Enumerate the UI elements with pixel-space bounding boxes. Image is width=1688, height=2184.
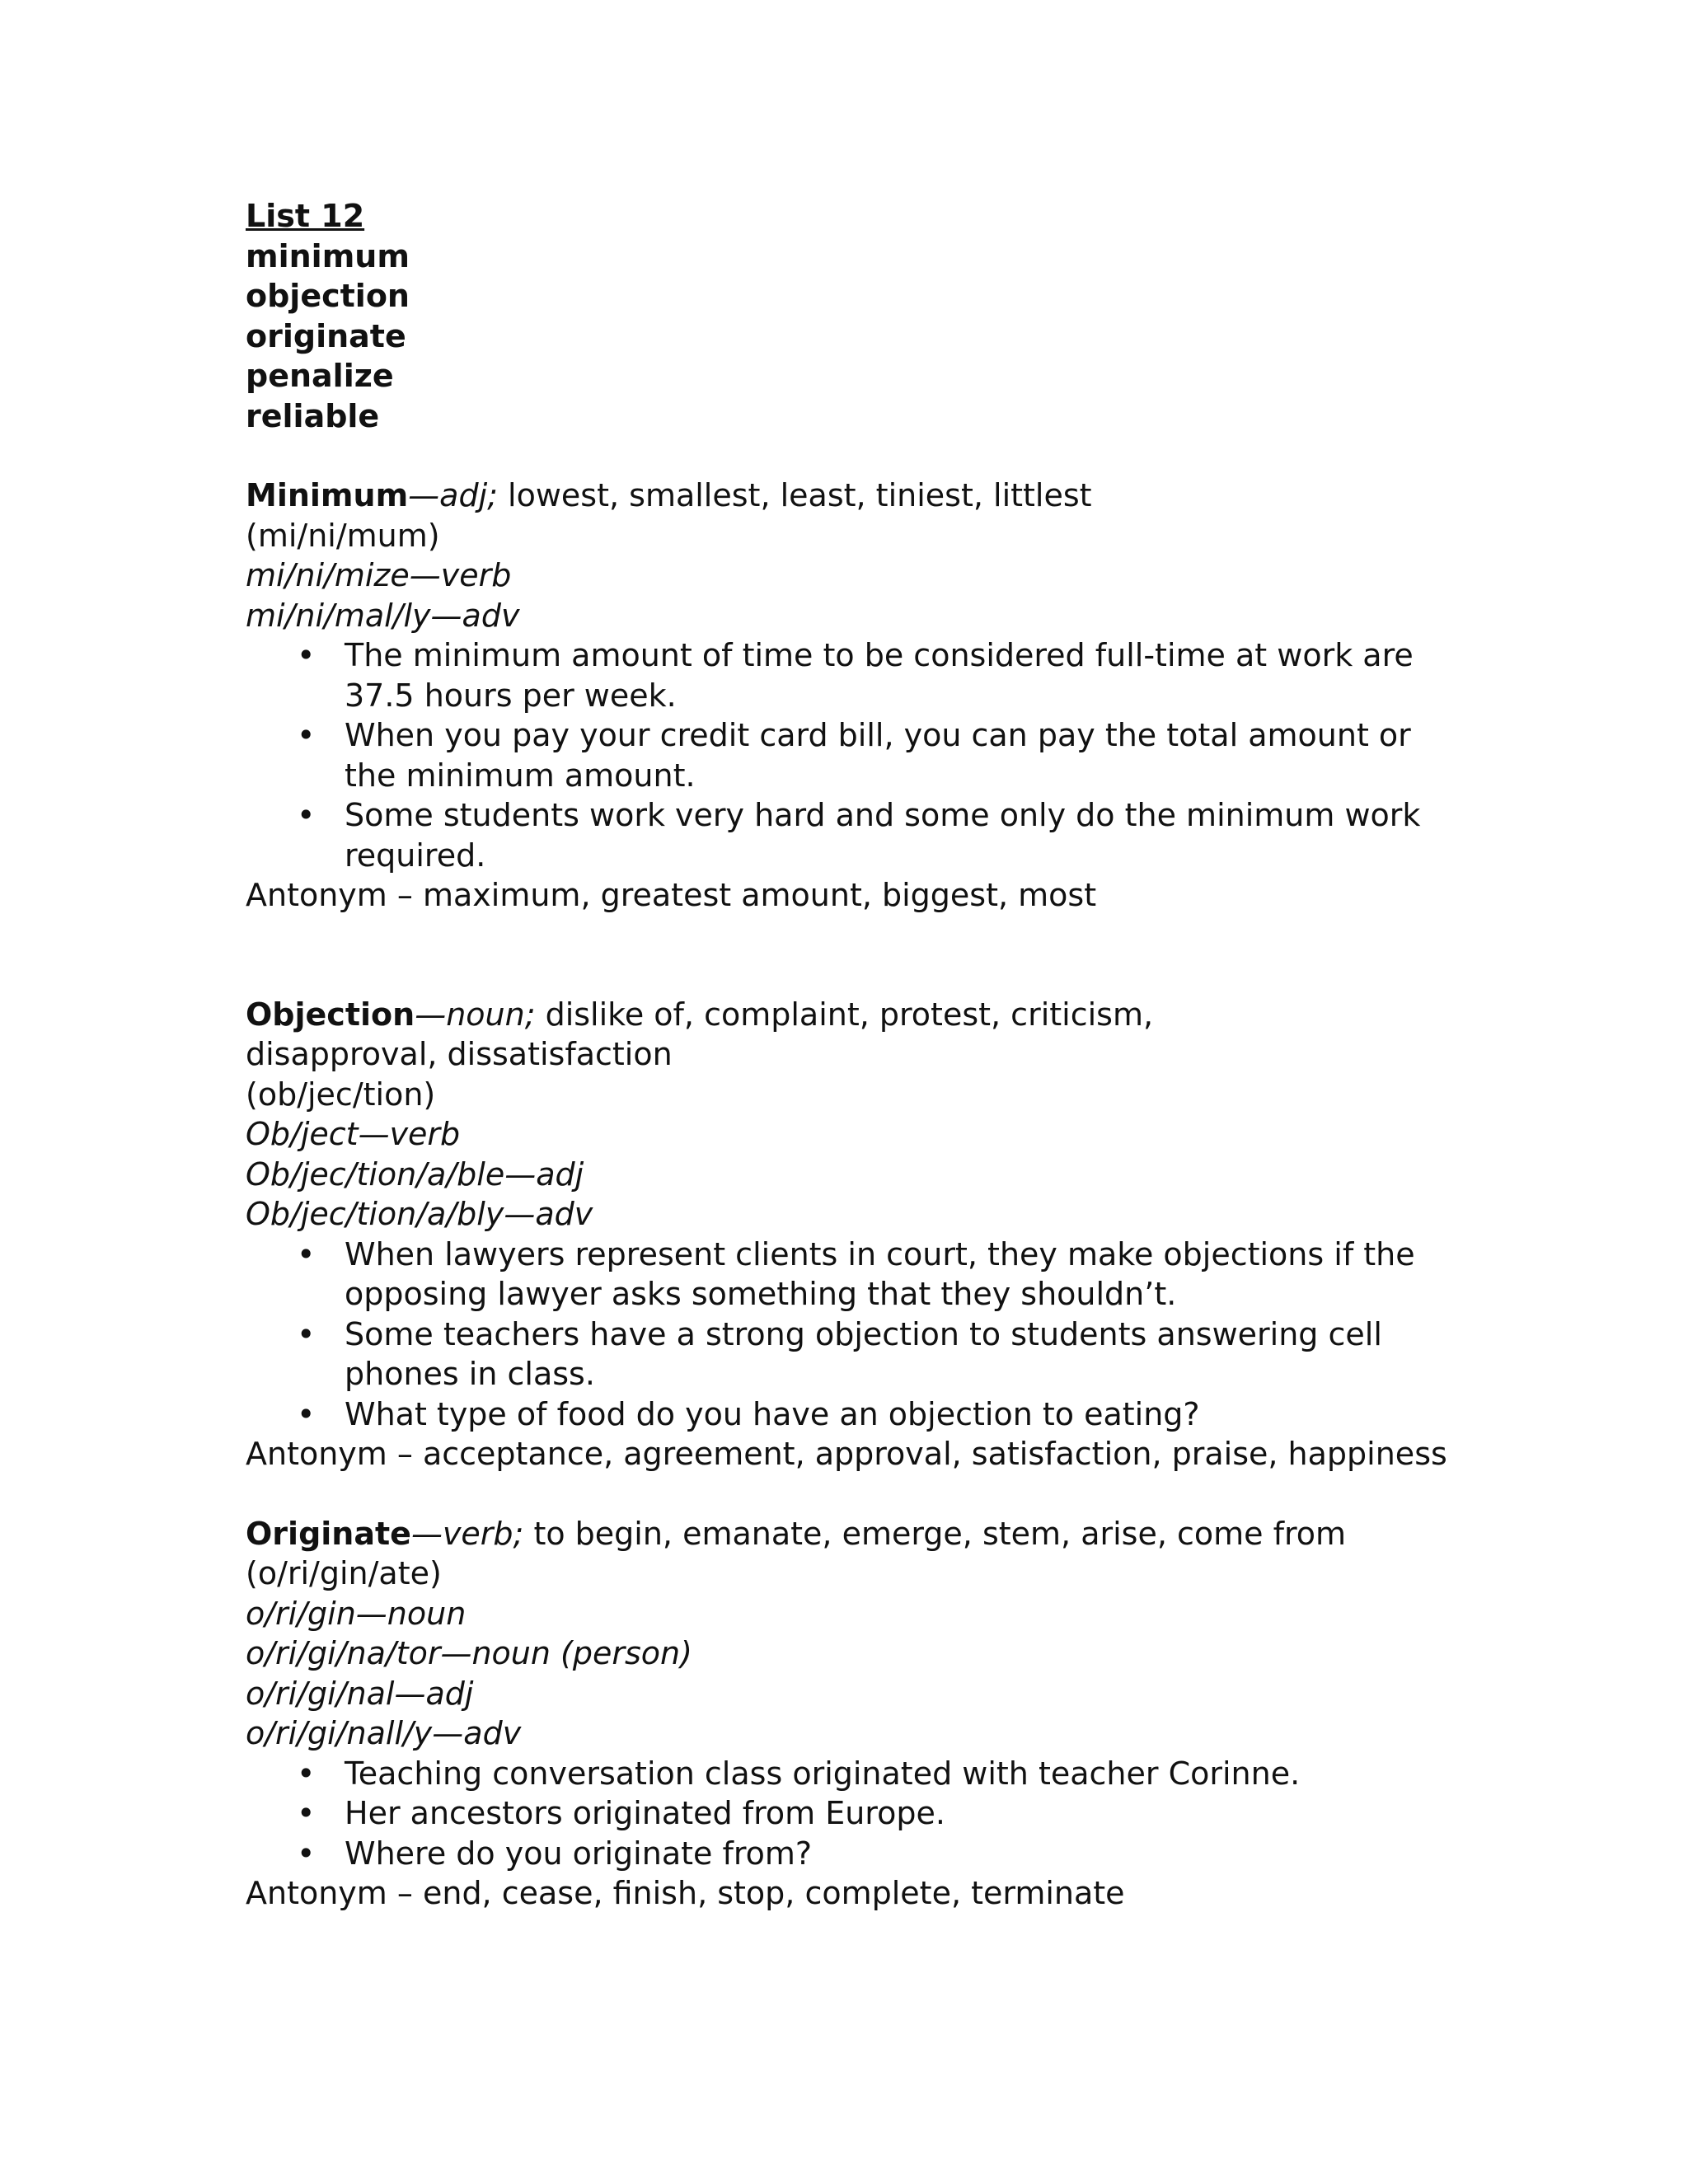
entry-originate [246, 1514, 1449, 1914]
example-text: When you pay your credit card bill, you can pay the total amount or the minimum amount. [345, 717, 1411, 794]
example-item [246, 1754, 1449, 1794]
bullet-icon: • [297, 1795, 316, 1831]
bullet-icon: • [297, 1395, 316, 1432]
word-list-item: objection [246, 278, 410, 314]
entry-objection [246, 995, 1449, 1474]
example-list [246, 1754, 1449, 1874]
entry-word: Objection [246, 996, 415, 1033]
entry-headline [246, 476, 1449, 516]
entry-form: mi/ni/mize—verb [246, 557, 512, 593]
bullet-icon: • [297, 637, 316, 673]
entry-form: o/ri/gi/nal—adj [246, 1675, 474, 1712]
example-text: Some students work very hard and some only do the minimum work required. [345, 797, 1421, 874]
bullet-icon: • [297, 1235, 316, 1272]
entry-form: o/ri/gi/nall/y—adv [246, 1715, 522, 1751]
entry-definition: lowest, smallest, least, tiniest, littlest [497, 477, 1092, 513]
entry-antonym: Antonym – acceptance, agreement, approval, satisfaction, praise, happiness [246, 1436, 1447, 1472]
entry-antonym: Antonym – maximum, greatest amount, biggest, most [246, 877, 1097, 913]
example-text: Her ancestors originated from Europe. [345, 1795, 945, 1831]
entry-form: o/ri/gi/na/tor—noun (person) [246, 1635, 692, 1671]
entry-definition: to begin, emanate, emerge, stem, arise, come from [523, 1515, 1347, 1552]
entry-word: Originate [246, 1515, 411, 1552]
example-text: Some teachers have a strong objection to students answering cell phones in class. [345, 1315, 1382, 1392]
entry-pos: —verb; [410, 1515, 524, 1552]
word-list-item: minimum [246, 237, 410, 274]
bullet-icon: • [297, 717, 316, 753]
entry-form: mi/ni/mal/ly—adv [246, 597, 520, 634]
entry-pos: —noun; [415, 996, 536, 1033]
entry-minimum [246, 476, 1449, 916]
entry-word: Minimum [246, 477, 409, 513]
example-item [246, 715, 1449, 795]
example-list [246, 635, 1449, 875]
example-text: What type of food do you have an objection to eating? [345, 1395, 1200, 1432]
example-text: When lawyers represent clients in court, they make objections if the opposing lawyer asks something that they shouldn’t. [345, 1235, 1415, 1312]
example-text: Where do you originate from? [345, 1835, 813, 1872]
entry-syllables: (ob/jec/tion) [246, 1076, 436, 1113]
word-list-item: originate [246, 317, 406, 354]
bullet-icon: • [297, 1755, 316, 1792]
entry-form: Ob/jec/tion/a/bly—adv [246, 1196, 593, 1232]
entry-syllables: (mi/ni/mum) [246, 517, 440, 554]
example-item [246, 1394, 1449, 1435]
bullet-icon: • [297, 797, 316, 833]
example-item [246, 795, 1449, 875]
entry-syllables: (o/ri/gin/ate) [246, 1555, 442, 1591]
word-list-item: reliable [246, 397, 380, 434]
entry-headline [246, 1514, 1449, 1554]
bullet-icon: • [297, 1315, 316, 1352]
word-list-item: penalize [246, 358, 394, 394]
example-text: The minimum amount of time to be considered full-time at work are 37.5 hours per week. [345, 637, 1414, 714]
document-page [246, 196, 1449, 1914]
example-item [246, 1834, 1449, 1874]
example-list [246, 1235, 1449, 1435]
list-title: List 12 [246, 198, 365, 234]
example-item [246, 1793, 1449, 1834]
entry-form: o/ri/gin—noun [246, 1595, 467, 1632]
entry-pos: —adj; [408, 477, 498, 513]
entry-headline [246, 995, 1317, 1075]
entry-form: Ob/jec/tion/a/ble—adj [246, 1155, 584, 1193]
entry-antonym: Antonym – end, cease, finish, stop, complete, terminate [246, 1875, 1125, 1911]
example-item [246, 1315, 1449, 1394]
example-item [246, 1235, 1449, 1315]
bullet-icon: • [297, 1835, 316, 1872]
example-item [246, 635, 1449, 715]
entry-definition: dislike of, complaint, protest, criticism, disapproval, dissatisfaction [246, 996, 1154, 1072]
example-text: Teaching conversation class originated with teacher Corinne. [345, 1755, 1301, 1792]
entry-form: Ob/ject—verb [246, 1116, 461, 1152]
